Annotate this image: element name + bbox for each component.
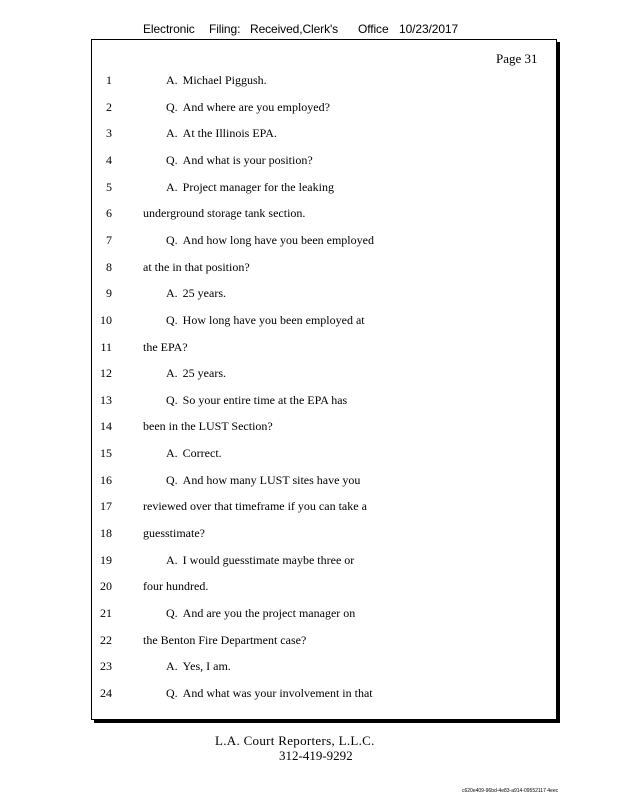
transcript-line <box>0 579 618 597</box>
speaker-label: A. <box>166 179 178 194</box>
line-number: 16 <box>100 472 112 487</box>
line-text: Yes, I am. <box>182 659 231 674</box>
line-number: 11 <box>100 339 112 354</box>
speaker-label: Q. <box>166 606 178 620</box>
line-text: reviewed over that timeframe if you can take a <box>143 499 367 514</box>
stamp-electronic: Electronic <box>143 22 195 36</box>
line-text: the Benton Fire Department case? <box>143 632 307 647</box>
line-content <box>166 659 231 674</box>
line-number: 4 <box>106 152 112 167</box>
transcript-line <box>0 233 618 251</box>
line-content <box>166 553 354 568</box>
speaker-label: Q. <box>166 312 178 327</box>
line-content <box>166 606 355 621</box>
transcript-line <box>0 340 618 358</box>
line-number: 15 <box>100 446 112 461</box>
line-text: And what was your involvement in that <box>182 685 373 700</box>
stamp-office: Office <box>358 22 389 36</box>
stamp-date: 10/23/2017 <box>399 22 459 36</box>
line-number: 6 <box>106 206 112 221</box>
transcript-line <box>0 180 618 198</box>
line-content <box>166 100 330 115</box>
line-number: 10 <box>100 312 112 327</box>
line-text: underground storage tank section. <box>143 206 306 221</box>
line-number: 3 <box>106 126 112 141</box>
line-text: And are you the project manager on <box>182 606 356 620</box>
speaker-label: Q. <box>166 392 178 407</box>
line-number: 18 <box>100 526 112 541</box>
line-text: Correct. <box>182 446 222 461</box>
line-content <box>166 286 226 301</box>
transcript-line <box>0 473 618 491</box>
speaker-label: Q. <box>166 152 178 167</box>
speaker-label: Q. <box>166 472 178 487</box>
line-number: 8 <box>106 259 112 274</box>
speaker-label: Q. <box>166 232 178 247</box>
line-text: at the in that position? <box>143 259 250 274</box>
transcript-line <box>0 73 618 91</box>
line-text: Project manager for the leaking <box>182 179 334 194</box>
transcript-line <box>0 553 618 571</box>
transcript-line <box>0 393 618 411</box>
line-content <box>166 393 347 408</box>
transcript-line <box>0 633 618 651</box>
reporter-phone: 312-419-9292 <box>279 748 353 763</box>
line-content <box>166 233 374 248</box>
stamp-filing: Filing: <box>209 22 241 36</box>
line-number: 23 <box>100 659 112 674</box>
line-text: 25 years. <box>182 366 226 381</box>
line-text: And where are you employed? <box>182 99 330 114</box>
speaker-label: A. <box>166 366 178 381</box>
line-text: the EPA? <box>143 339 188 354</box>
line-number: 17 <box>100 499 112 514</box>
speaker-label: A. <box>166 286 178 301</box>
line-number: 2 <box>106 99 112 114</box>
line-content <box>166 366 226 381</box>
transcript-line <box>0 686 618 704</box>
line-number: 21 <box>100 606 112 620</box>
line-text: been in the LUST Section? <box>143 419 273 434</box>
line-text: guesstimate? <box>143 526 205 541</box>
line-text: four hundred. <box>143 579 209 594</box>
speaker-label: A. <box>166 126 178 141</box>
line-content <box>166 473 360 488</box>
line-text: And what is your position? <box>182 152 313 167</box>
line-text: So your entire time at the EPA has <box>182 392 348 407</box>
reporter-firm: L.A. Court Reporters, L.L.C. <box>215 733 375 748</box>
transcript-line <box>0 499 618 517</box>
line-number: 5 <box>106 179 112 194</box>
transcript-line <box>0 260 618 278</box>
transcript-line <box>0 313 618 331</box>
line-content <box>166 686 373 701</box>
transcript-line <box>0 446 618 464</box>
line-content <box>166 126 277 141</box>
line-number: 24 <box>100 685 112 700</box>
transcript-line <box>0 419 618 437</box>
line-text: And how many LUST sites have you <box>182 472 361 487</box>
transcript-line <box>0 206 618 224</box>
line-number: 13 <box>100 392 112 407</box>
line-content <box>166 446 222 461</box>
speaker-label: Q. <box>166 685 178 700</box>
line-content <box>166 73 267 88</box>
line-number: 22 <box>100 632 112 647</box>
line-number: 20 <box>100 579 112 594</box>
line-number: 9 <box>106 286 112 301</box>
line-text: I would guesstimate maybe three or <box>182 552 355 567</box>
line-content <box>166 180 334 195</box>
transcript-line <box>0 526 618 544</box>
line-number: 7 <box>106 232 112 247</box>
line-number: 14 <box>100 419 112 434</box>
line-text: And how long have you been employed <box>182 232 374 247</box>
document-id: c620e409-96bd-4e83-a914-09552117 4eec <box>462 788 559 794</box>
line-text: At the Illinois EPA. <box>182 126 277 141</box>
transcript-line <box>0 153 618 171</box>
stamp-received: Received,Clerk's <box>250 22 339 36</box>
speaker-label: A. <box>166 73 178 87</box>
transcript-line <box>0 126 618 144</box>
line-text: Michael Piggush. <box>182 73 267 87</box>
speaker-label: A. <box>166 659 178 674</box>
line-content <box>166 313 365 328</box>
line-number: 1 <box>106 73 112 87</box>
transcript-line <box>0 659 618 677</box>
transcript-line <box>0 606 618 624</box>
speaker-label: A. <box>166 552 178 567</box>
line-text: 25 years. <box>182 286 226 301</box>
speaker-label: Q. <box>166 99 178 114</box>
line-number: 19 <box>100 552 112 567</box>
line-content <box>166 153 313 168</box>
line-text: How long have you been employed at <box>182 312 365 327</box>
speaker-label: A. <box>166 446 178 461</box>
transcript-line <box>0 286 618 304</box>
page-number: Page 31 <box>496 51 538 66</box>
line-number: 12 <box>100 366 112 381</box>
transcript-line <box>0 366 618 384</box>
transcript-line <box>0 100 618 118</box>
